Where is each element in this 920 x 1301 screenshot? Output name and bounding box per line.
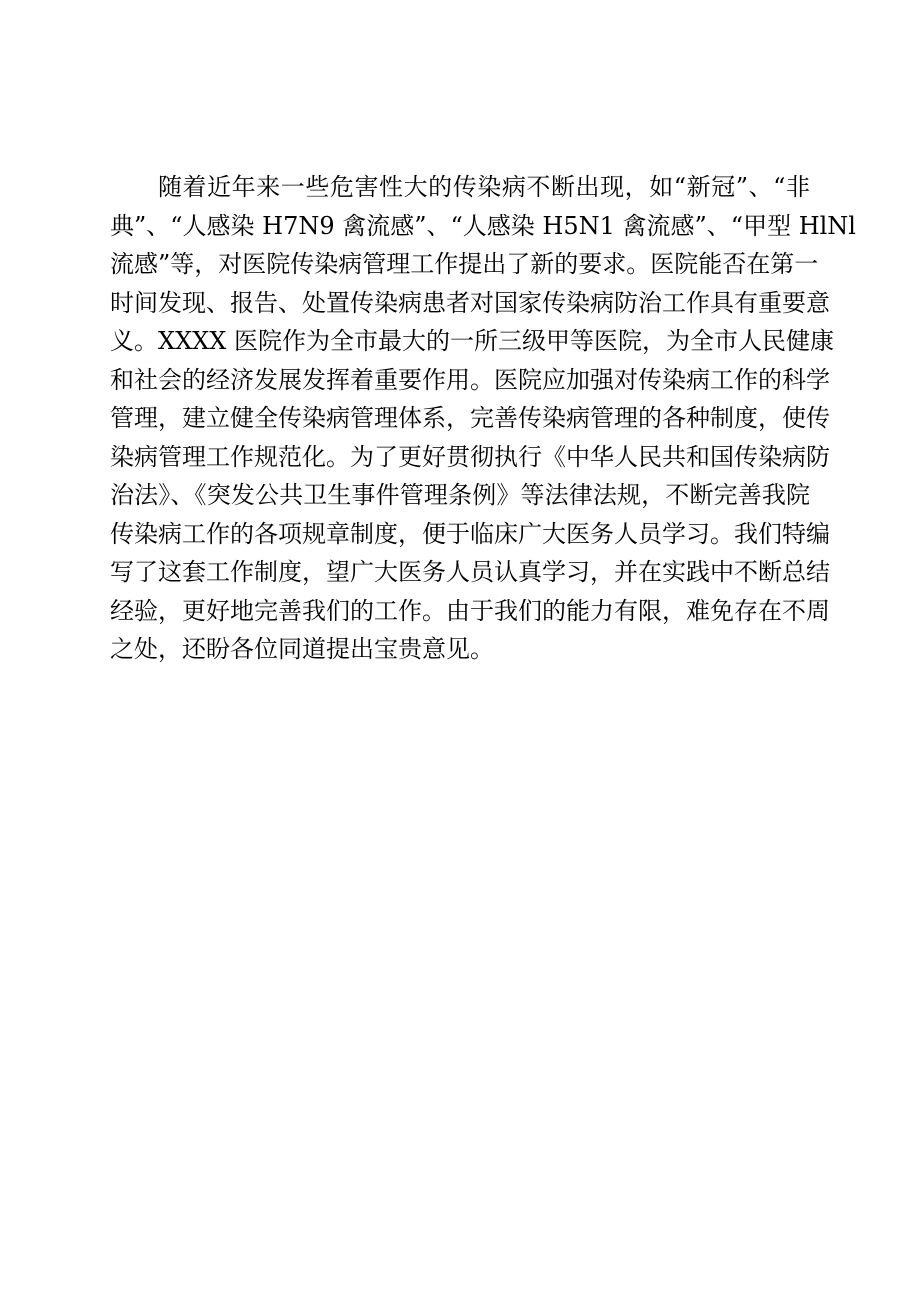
paragraph-line: 染病管理工作规范化。为了更好贯彻执行《中华人民共和国传染病防: [110, 442, 830, 471]
preface-paragraph: [110, 168, 856, 669]
paragraph-line: 传染病工作的各项规章制度，便于临床广大医务人员学习。我们特编: [110, 519, 830, 548]
paragraph-line: 义。XXXX 医院作为全市最大的一所三级甲等医院，为全市人民健康: [110, 327, 834, 355]
paragraph-line: 典”、“人感染 H7N9 禽流感”、“人感染 H5N1 禽流感”、“甲型 HlNl: [110, 211, 856, 240]
paragraph-line: 和社会的经济发展发挥着重要作用。医院应加强对传染病工作的科学: [110, 365, 830, 394]
paragraph-line: 时间发现、报告、处置传染病患者对国家传染病防治工作具有重要意: [110, 288, 830, 317]
paragraph-line: 治法》、《突发公共卫生事件管理条例》等法律法规，不断完善我院: [110, 481, 810, 509]
paragraph-line: 经验，更好地完善我们的工作。由于我们的能力有限，难免存在不周: [110, 596, 830, 625]
paragraph-line: 管理，建立健全传染病管理体系，完善传染病管理的各种制度，使传: [110, 404, 830, 432]
paragraph-line: 随着近年来一些危害性大的传染病不断出现，如“新冠”、“非: [158, 173, 810, 201]
paragraph-line: 之处，还盼各位同道提出宝贵意见。: [110, 635, 494, 663]
paragraph-line: 流感”等，对医院传染病管理工作提出了新的要求。医院能否在第一: [110, 250, 819, 278]
paragraph-line: 写了这套工作制度，望广大医务人员认真学习，并在实践中不断总结: [110, 558, 830, 586]
